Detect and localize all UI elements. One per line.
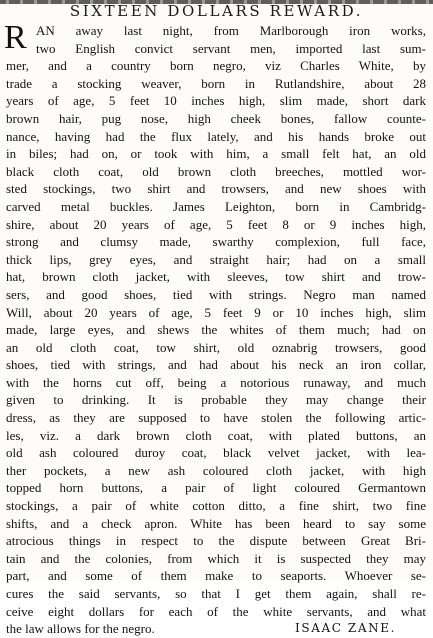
drop-cap: R bbox=[4, 19, 27, 56]
ad-text-line: sted stockings, two shirt and trowsers, and new shoes with bbox=[6, 181, 426, 197]
ad-text-line: two English convict servant men, imported last sum- bbox=[36, 40, 426, 56]
ad-text-line: given to drinking. It is probable they may change their bbox=[6, 392, 426, 408]
ad-text-line: shoes, tied with strings, and had about his neck an iron collar, bbox=[6, 357, 426, 373]
ad-text-line: strong and clumsy made, swarthy complexion, full face, bbox=[6, 234, 426, 250]
ad-text-line: mer, and a country born negro, viz Charles White, by bbox=[6, 58, 426, 74]
ad-text-line: carved metal buckles. James Leighton, born in Cambridg- bbox=[6, 198, 426, 214]
ad-text-line: shire, about 20 years of age, 5 feet 8 or 9 inches high, bbox=[6, 216, 426, 232]
ad-text-line: thick lips, grey eyes, and straight hair; had on a small bbox=[6, 251, 426, 267]
ad-text-line: nance, having had the flux lately, and his hands broke out bbox=[6, 128, 426, 144]
ad-text-line: years of age, 5 feet 10 inches high, slim made, short dark bbox=[6, 93, 426, 109]
ad-text-line: atrocious things in respect to the dispute between Great Bri- bbox=[6, 533, 426, 549]
ad-text-line: shifts, and a check apron. White has been heard to say some bbox=[6, 515, 426, 531]
ad-text-line: dress, as they are supposed to have stolen the following artic- bbox=[6, 410, 426, 426]
ad-text-line: an old cloth coat, tow shirt, old oznabrig trowsers, good bbox=[6, 339, 426, 355]
ad-text-line: hat, brown cloth jacket, with sleeves, tow shirt and trow- bbox=[6, 269, 426, 285]
ad-headline: SIXTEEN DOLLARS REWARD. bbox=[69, 2, 364, 20]
ad-text-line: stockings, a pair of white cotton ditto, a fine shirt, two fine bbox=[6, 498, 426, 514]
ad-text-line: old ash coloured duroy coat, black velvet jacket, with lea- bbox=[6, 445, 426, 461]
signature: ISAAC ZANE. bbox=[295, 621, 396, 636]
ad-text-line: black cloth coat, old brown cloth breeches, mottled wor- bbox=[6, 163, 426, 179]
ad-text-line: trade a stocking weaver, born in Rutlandshire, about 28 bbox=[6, 75, 426, 91]
ad-text-line: with the horns cut off, being a notorious runaway, and much bbox=[6, 374, 426, 390]
ad-text-line: brown hair, pug nose, high cheek bones, fallow counte- bbox=[6, 110, 426, 126]
ad-text-line: cures the said servants, so that I get them again, shall re- bbox=[6, 586, 426, 601]
ad-text-line: sers, and good shoes, tied with strings. Negro man named bbox=[6, 286, 426, 302]
ad-text-line: tain and the colonies, from which it is suspected they may bbox=[6, 550, 426, 566]
ad-text-line: AN away last night, from Marlborough iron works, bbox=[36, 23, 426, 38]
ad-text-line: Will, about 20 years of age, 5 feet 9 or 10 inches high, slim bbox=[6, 304, 426, 320]
ad-body-text bbox=[4, 19, 426, 638]
ad-text-line: made, large eyes, and shews the whites of them much; had on bbox=[6, 322, 426, 338]
ad-text-line: the law allows for the negro. ISAAC ZANE. bbox=[6, 620, 426, 638]
ad-text-line: in biles; had on, or took with him, a small felt hat, an old bbox=[6, 146, 426, 162]
ad-text-line: ther pockets, a new ash coloured cloth jacket, with high bbox=[6, 462, 426, 478]
ad-text-line: les, viz. a dark brown cloth coat, with plated buttons, an bbox=[6, 427, 426, 443]
ad-text-line: topped horn buttons, a pair of light coloured Germantown bbox=[6, 480, 426, 496]
ad-text-line: ceive eight dollars for each of the white servants, and what bbox=[6, 603, 426, 619]
ad-text-line: part, and some of them make to seaports. Whoever se- bbox=[6, 568, 426, 584]
